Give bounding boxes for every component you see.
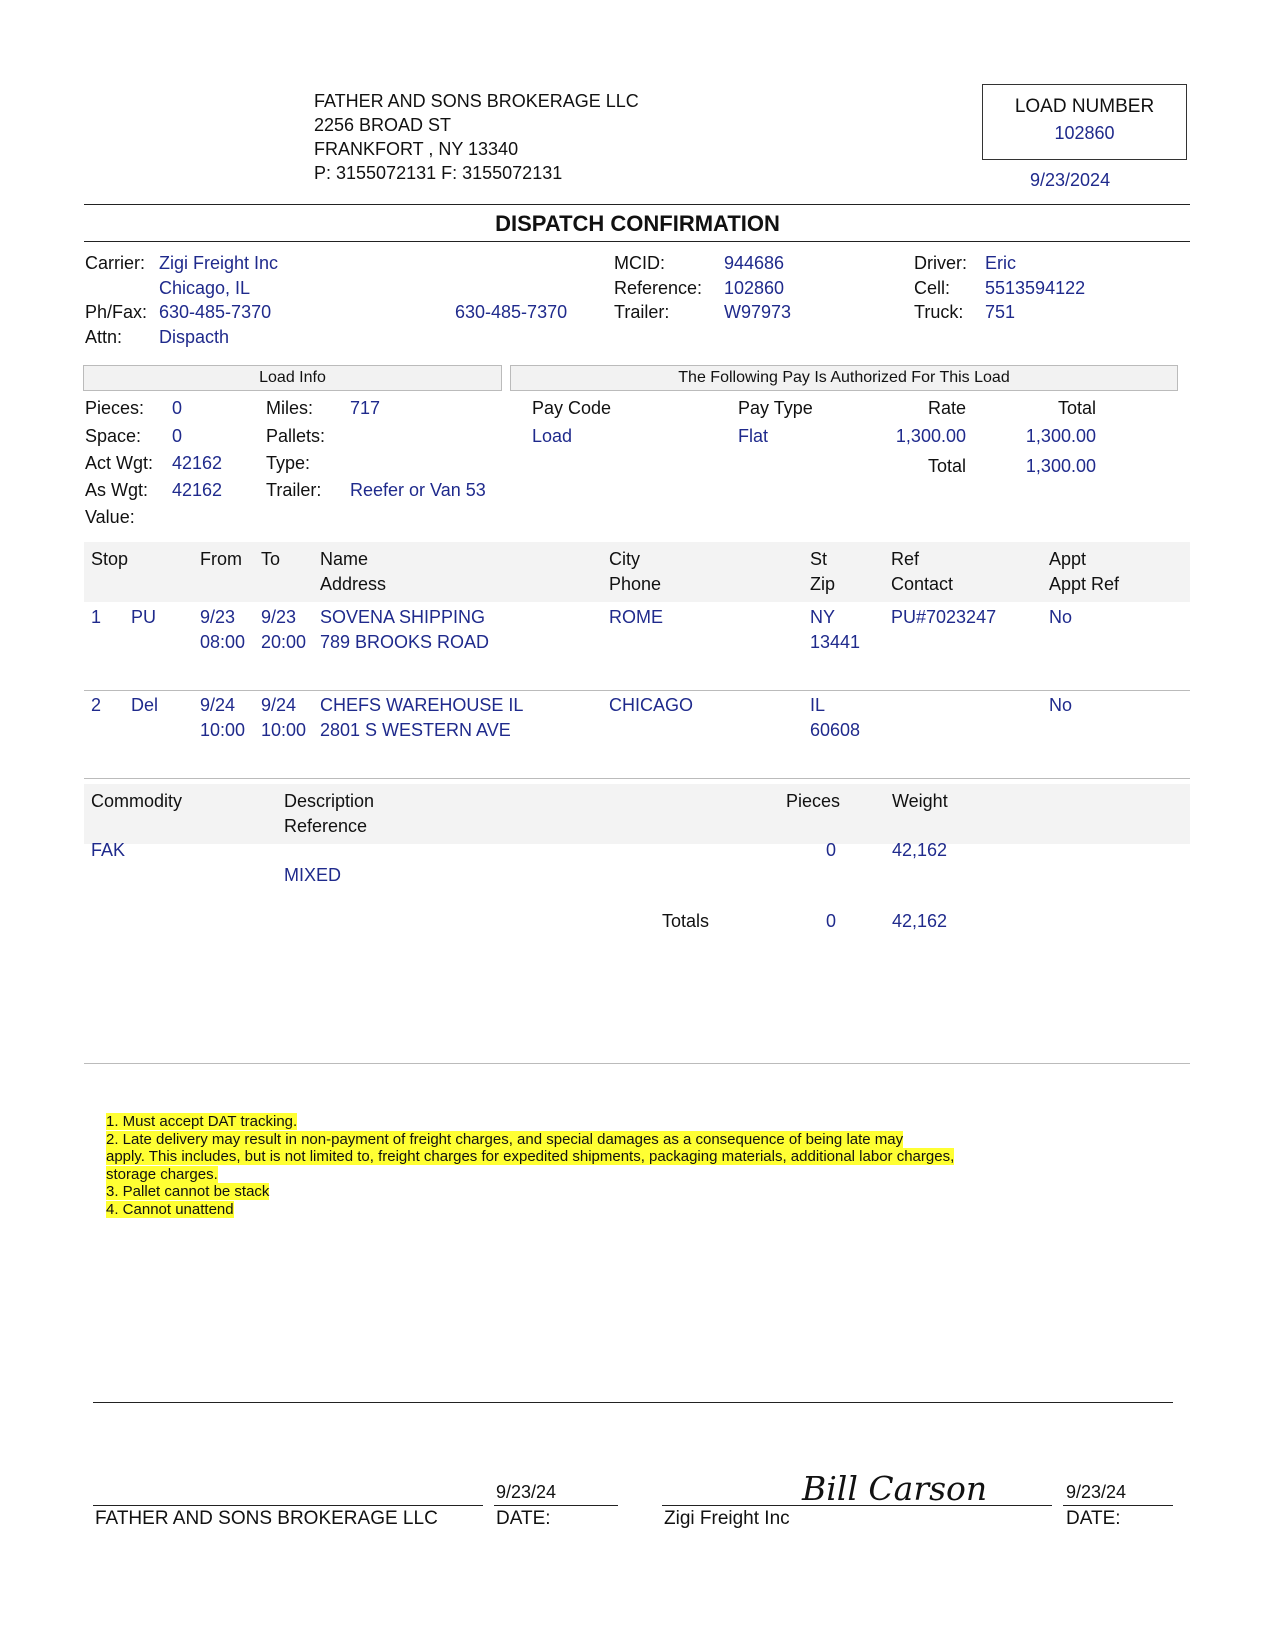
totals-pieces: 0 [825,911,836,931]
to-col-header: To [261,549,281,569]
pay-rate: 1,300.00 [895,426,966,446]
contact-col-header: Contact [891,574,954,594]
reference-label: Reference: [614,278,703,298]
carrier-fax: 630-485-7370 [455,302,568,322]
stop-to-date: 9/23 [261,607,297,627]
stop-zip: 13441 [810,632,861,652]
load-date: 9/23/2024 [1030,170,1111,190]
totals-label: Totals [662,911,710,931]
space-label: Space: [85,426,142,446]
note-line: 3. Pallet cannot be stack [106,1183,270,1200]
pay-code-header: Pay Code [532,398,612,418]
miles-label: Miles: [266,398,314,418]
pay-header: The Following Pay Is Authorized For This Load [510,365,1178,391]
carrier-city: Chicago, IL [159,278,251,298]
pieces-col-header: Pieces [785,791,840,811]
stop-zip: 60608 [810,720,861,740]
trailer-label: Trailer: [614,302,670,322]
pay-code: Load [532,426,573,446]
mcid-label: MCID: [614,253,665,273]
cell-label: Cell: [914,278,951,298]
stop-state: NY [810,607,836,627]
pay-total: 1,300.00 [1025,426,1096,446]
appt-ref-col-header: Appt Ref [1049,574,1120,594]
stop-from-date: 9/24 [200,695,236,715]
pay-grand-total: 1,300.00 [1025,456,1096,476]
carrier-attn: Dispacth [159,327,230,347]
stop-city: CHICAGO [609,695,694,715]
broker-date: 9/23/24 [496,1482,557,1502]
row-divider [84,778,1190,779]
note-line: 2. Late delivery may result in non-payment of freight charges, and special damages as a consequence of being late may [106,1130,904,1148]
pay-total-header: Total [1057,398,1096,418]
commodity-weight: 42,162 [892,840,948,860]
reference-col-header: Reference [284,816,368,836]
carrier-date: 9/23/24 [1066,1482,1127,1502]
stop-address: 789 BROOKS ROAD [320,632,490,652]
load-trailer-label: Trailer: [266,480,322,500]
pay-total-label: Total [927,456,966,476]
page-title: DISPATCH CONFIRMATION [495,211,780,236]
load-info-header: Load Info [83,365,502,391]
company-name: FATHER AND SONS BROKERAGE LLC [314,91,639,111]
driver-value: Eric [985,253,1016,273]
carrier-signature-text: Bill Carson [802,1470,988,1508]
pallets-label: Pallets: [266,426,326,446]
carrier-label: Carrier: [85,253,146,273]
ref-col-header: Ref [891,549,920,569]
broker-date-line [494,1505,618,1506]
city-col-header: City [609,549,640,569]
address-col-header: Address [320,574,387,594]
stop-to-time: 10:00 [261,720,307,740]
pay-rate-header: Rate [927,398,966,418]
cell-value: 5513594122 [985,278,1086,298]
load-number-value: 102860 [1054,123,1115,143]
broker-date-label: DATE: [496,1508,551,1529]
aswgt-value: 42162 [172,480,223,500]
stop-to-date: 9/24 [261,695,297,715]
row-divider [84,690,1190,691]
reference-value: 102860 [724,278,785,298]
from-col-header: From [200,549,242,569]
note-line: 1. Must accept DAT tracking. [106,1113,298,1130]
stop-from-date: 9/23 [200,607,236,627]
mcid-value: 944686 [724,253,785,273]
commodity-col-header: Commodity [91,791,183,811]
truck-label: Truck: [914,302,964,322]
broker-signature-line [93,1505,483,1506]
trailer-value: W97973 [724,302,792,322]
name-col-header: Name [320,549,369,569]
pay-type-header: Pay Type [738,398,813,418]
actwgt-label: Act Wgt: [85,453,154,473]
type-label: Type: [266,453,311,473]
header-rule-bottom [84,241,1190,242]
actwgt-value: 42162 [172,453,223,473]
stop-type: PU [131,607,157,627]
stop-from-time: 10:00 [200,720,246,740]
note-line: apply. This includes, but is not limited to, freight charges for expedited shipments, packaging materials, additional labor charges, [106,1148,955,1165]
stop-number: 1 [91,607,102,627]
company-phone-fax: P: 3155072131 F: 3155072131 [314,163,563,183]
carrier-phone: 630-485-7370 [159,302,272,322]
aswgt-label: As Wgt: [85,480,149,500]
miles-value: 717 [350,398,381,418]
carrier-signature-line [662,1505,1052,1506]
stop-name: CHEFS WAREHOUSE IL [320,695,524,715]
company-city: FRANKFORT , NY 13340 [314,139,519,159]
stop-ref: PU#7023247 [891,607,997,627]
note-line: 4. Cannot unattend [106,1200,234,1218]
stop-col-header: Stop [91,549,129,569]
note-line: storage charges. [106,1165,218,1183]
pieces-value: 0 [172,398,183,418]
phfax-label: Ph/Fax: [85,302,148,322]
value-label: Value: [85,507,135,527]
zip-col-header: Zip [810,574,836,594]
driver-label: Driver: [914,253,967,273]
load-number-label: LOAD NUMBER [1014,96,1155,117]
commodity-reference: MIXED [284,865,342,885]
commodity-pieces: 0 [825,840,836,860]
commodity-name: FAK [91,840,126,860]
pay-type: Flat [738,426,769,446]
attn-label: Attn: [85,327,123,347]
broker-name: FATHER AND SONS BROKERAGE LLC [95,1508,438,1529]
load-trailer-value: Reefer or Van 53 [350,480,486,500]
carrier-name-signature: Zigi Freight Inc [664,1508,790,1529]
company-street: 2256 BROAD ST [314,115,452,135]
carrier-signature [800,1470,990,1510]
pieces-label: Pieces: [85,398,145,418]
totals-weight: 42,162 [892,911,948,931]
stop-state: IL [810,695,826,715]
stop-type: Del [131,695,159,715]
stop-name: SOVENA SHIPPING [320,607,486,627]
stop-to-time: 20:00 [261,632,307,652]
stop-number: 2 [91,695,102,715]
stop-from-time: 08:00 [200,632,246,652]
stop-address: 2801 S WESTERN AVE [320,720,511,740]
section-divider [84,1063,1190,1064]
header-rule-top [84,204,1190,205]
stop-appt: No [1049,607,1073,627]
phone-col-header: Phone [609,574,662,594]
truck-value: 751 [985,302,1016,322]
commodity-header-band [84,784,1190,844]
st-col-header: St [810,549,828,569]
terms-notes [106,1113,1006,1218]
weight-col-header: Weight [892,791,948,811]
stop-city: ROME [609,607,663,627]
appt-col-header: Appt [1049,549,1087,569]
carrier-date-line [1063,1505,1173,1506]
carrier-date-label: DATE: [1066,1508,1121,1529]
carrier-name: Zigi Freight Inc [159,253,279,273]
stop-appt: No [1049,695,1073,715]
description-col-header: Description [284,791,375,811]
signature-section-rule [93,1402,1173,1403]
space-value: 0 [172,426,183,446]
